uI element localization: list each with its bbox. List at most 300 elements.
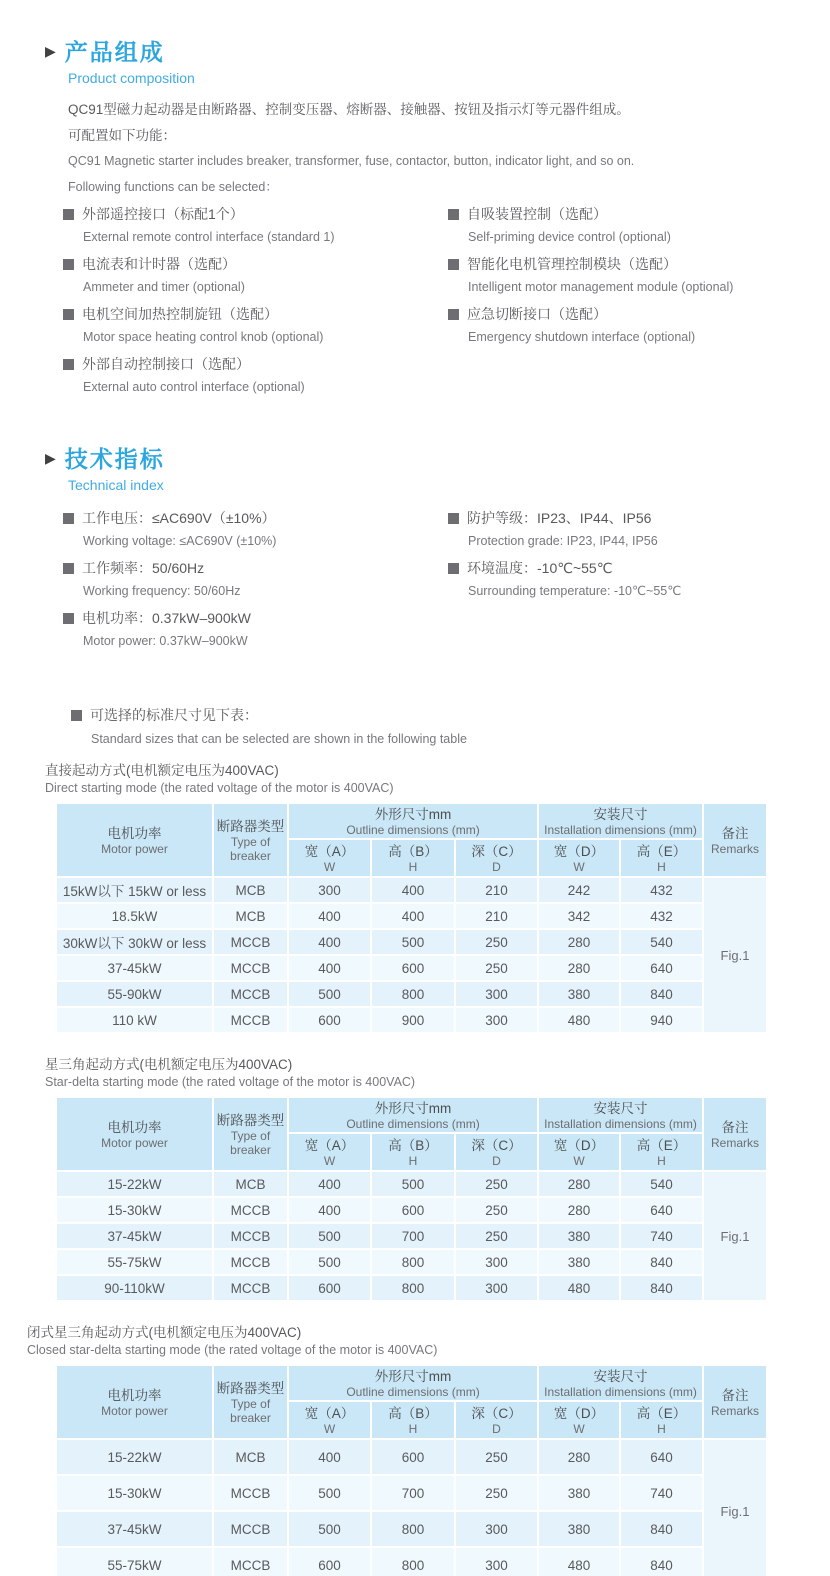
header-text-zh: 宽（D） [553,1137,605,1153]
table-cell: 380 [538,1249,620,1275]
feature-item [63,509,448,549]
header-text-en: Motor power [101,841,168,856]
feature-label-zh: 电机功率：0.37kW–900kW [82,610,251,626]
feature-label-en: Motor space heating control knob (optional) [83,330,324,344]
table-cell: 37-45kW [56,1223,213,1249]
table-title-en: Closed star-delta starting mode (the rated voltage of the motor is 400VAC) [27,1343,438,1357]
feature-item [63,305,448,345]
header-text-zh: 宽（A） [304,1137,355,1153]
col-subheader-dimension [371,1401,455,1439]
col-subheader-dimension [620,839,703,877]
table-row [56,929,767,955]
table-cell: 900 [371,1007,455,1033]
table-cell: MCCB [213,1007,288,1033]
table-cell: 15-30kW [56,1197,213,1223]
remark-cell: Fig.1 [703,1171,767,1301]
table-cell: 640 [620,1439,703,1475]
table-cell: 940 [620,1007,703,1033]
table-cell: MCCB [213,1547,288,1576]
bullet-square-icon [448,209,459,220]
table-cell: 500 [288,1511,371,1547]
header-text-zh: 备注 [721,1387,749,1403]
table-cell: 55-75kW [56,1249,213,1275]
section-title-en: Product composition [68,70,195,86]
table-block-closed-star-delta [27,1324,800,1576]
table-cell: 280 [538,1197,620,1223]
table-cell: 37-45kW [56,1511,213,1547]
table-title-zh: 直接起动方式(电机额定电压为400VAC) [45,763,279,778]
section-heading [45,441,800,474]
feature-label-zh: 电流表和计时器（选配） [82,256,236,272]
col-subheader-dimension [455,1401,538,1439]
table-cell: 250 [455,929,538,955]
note-text-zh: 可选择的标准尺寸见下表： [90,707,258,723]
feature-line-zh [63,305,448,323]
table-row [56,1475,767,1511]
table-cell: 300 [455,1249,538,1275]
table-row [56,903,767,929]
table-cell: 55-75kW [56,1547,213,1576]
col-group-outline-dimensions [288,1097,538,1133]
col-header-breaker-type [213,803,288,877]
header-text-zh: 断路器类型 [216,818,285,834]
feature-label-zh: 外部自动控制接口（选配） [82,356,250,372]
table-cell: MCCB [213,1511,288,1547]
feature-label-en: Emergency shutdown interface (optional) [468,330,696,344]
feature-label-zh: 自吸装置控制（选配） [467,206,607,222]
table-cell: 740 [620,1475,703,1511]
table-cell: 210 [455,903,538,929]
col-subheader-dimension [288,1401,371,1439]
intro-line-zh: 可配置如下功能： [68,128,176,143]
table-cell: 480 [538,1275,620,1301]
header-text-en: Installation dimensions (mm) [544,1116,697,1131]
table-title-en: Star-delta starting mode (the rated voltage of the motor is 400VAC) [45,1075,416,1089]
table-cell: 280 [538,929,620,955]
feature-item [63,205,448,245]
table-cell: 480 [538,1007,620,1033]
col-group-outline-dimensions [288,803,538,839]
table-cell: 400 [371,877,455,903]
feature-item [448,559,800,599]
table-cell: MCCB [213,1249,288,1275]
col-subheader-dimension [371,839,455,877]
header-text-en: Outline dimensions (mm) [346,1384,480,1399]
table-row [56,1007,767,1033]
table-cell: 280 [538,1439,620,1475]
section-heading [45,34,800,67]
table-cell: 700 [371,1475,455,1511]
bullet-square-icon [448,563,459,574]
table-cell: MCB [213,903,288,929]
table-cell: 55-90kW [56,981,213,1007]
feature-item [63,609,448,649]
header-text-zh: 高（E） [636,1405,687,1421]
table-row [56,981,767,1007]
feature-item [63,355,448,395]
table-cell: 480 [538,1547,620,1576]
header-text-en: Remarks [710,1135,759,1150]
table-cell: 342 [538,903,620,929]
feature-item [63,559,448,599]
feature-label-en: Intelligent motor management module (optional) [468,280,734,294]
header-text-en: W [323,859,336,874]
table-cell: 600 [288,1547,371,1576]
table-cell: 800 [371,1249,455,1275]
feature-item [63,255,448,295]
table-host [55,1364,800,1576]
table-cell: 242 [538,877,620,903]
table-cell: 15-30kW [56,1475,213,1511]
table-cell: 210 [455,877,538,903]
table-row [56,877,767,903]
table-cell: 18.5kW [56,903,213,929]
header-text-zh: 安装尺寸 [593,1100,648,1116]
header-text-en: W [573,1153,585,1168]
table-cell: 840 [620,1275,703,1301]
col-subheader-dimension [288,839,371,877]
table-cell: 840 [620,1511,703,1547]
table-row [56,1511,767,1547]
feature-label-zh: 工作频率：50/60Hz [82,560,205,576]
feature-line-zh [63,255,448,273]
feature-label-en: Protection grade: IP23, IP44, IP56 [468,534,658,548]
dimensions-table [55,1096,768,1302]
table-cell: 400 [288,1171,371,1197]
features-columns [63,205,800,405]
table-cell: MCCB [213,1197,288,1223]
table-cell: 300 [455,1275,538,1301]
header-text-en: H [657,1153,666,1168]
table-cell: 250 [455,1223,538,1249]
table-cell: 600 [371,955,455,981]
table-cell: 15kW以下 15kW or less [56,877,213,903]
feature-line-zh [448,305,800,323]
header-text-en: Remarks [710,1403,759,1418]
bullet-square-icon [448,513,459,524]
note-line-zh [71,705,800,725]
table-cell: 640 [620,1197,703,1223]
table-cell: 400 [288,929,371,955]
bullet-square-icon [63,563,74,574]
table-cell: MCCB [213,955,288,981]
header-text-zh: 安装尺寸 [593,806,648,822]
bullet-square-icon [63,513,74,524]
col-subheader-dimension [288,1133,371,1171]
feature-item [448,305,800,345]
table-row [56,1275,767,1301]
table-cell: 380 [538,981,620,1007]
table-host [55,802,800,1034]
bullet-square-icon [448,309,459,320]
table-cell: MCB [213,1439,288,1475]
feature-label-zh: 防护等级：IP23、IP44、IP56 [467,510,652,526]
header-text-en: Installation dimensions (mm) [544,1384,697,1399]
table-cell: MCCB [213,1475,288,1511]
col-header-motor-power [56,1365,213,1439]
table-cell: 250 [455,1171,538,1197]
table-cell: 250 [455,1439,538,1475]
specs-columns [63,509,800,659]
header-text-en: Installation dimensions (mm) [544,822,697,837]
bullet-square-icon [63,359,74,370]
feature-label-en: Surrounding temperature: -10℃~55℃ [468,584,682,598]
section-title-zh: 技术指标 [64,446,165,472]
feature-item [448,205,800,245]
header-text-en: H [657,859,666,874]
bullet-square-icon [63,209,74,220]
specs-left-column [63,509,448,659]
table-cell: 90-110kW [56,1275,213,1301]
col-subheader-dimension [538,1401,620,1439]
feature-line-zh [63,205,448,223]
feature-label-zh: 环境温度：-10℃~55℃ [467,560,613,576]
col-subheader-dimension [455,839,538,877]
header-text-zh: 高（B） [388,1137,438,1153]
header-text-zh: 电机功率 [107,1387,162,1403]
header-text-zh: 外形尺寸mm [374,1368,452,1384]
feature-line-zh [63,509,448,527]
col-header-remarks [703,1097,767,1171]
col-group-outline-dimensions [288,1365,538,1401]
table-cell: 600 [288,1275,371,1301]
table-cell: MCCB [213,929,288,955]
table-cell: 500 [371,929,455,955]
col-header-motor-power [56,1097,213,1171]
standard-sizes-note [71,705,800,746]
table-cell: 500 [371,1171,455,1197]
table-cell: 300 [455,981,538,1007]
table-row [56,1197,767,1223]
table-row [56,1223,767,1249]
feature-item [448,255,800,295]
feature-label-en: Motor power: 0.37kW–900kW [83,634,248,648]
header-text-zh: 安装尺寸 [593,1368,648,1384]
header-text-en: D [492,859,501,874]
bullet-square-icon [63,259,74,270]
col-subheader-dimension [538,839,620,877]
header-text-zh: 外形尺寸mm [374,806,452,822]
table-cell: 15-22kW [56,1171,213,1197]
table-cell: 400 [288,1439,371,1475]
remark-cell: Fig.1 [703,877,767,1033]
col-subheader-dimension [455,1133,538,1171]
table-cell: 600 [371,1197,455,1223]
table-cell: 380 [538,1475,620,1511]
table-cell: 37-45kW [56,955,213,981]
header-text-zh: 高（E） [636,1137,687,1153]
header-text-en: W [323,1153,336,1168]
table-cell: MCCB [213,1223,288,1249]
table-cell: 600 [288,1007,371,1033]
header-text-en: D [492,1421,501,1436]
table-cell: 15-22kW [56,1439,213,1475]
header-text-zh: 宽（D） [553,1405,605,1421]
header-text-en: W [323,1421,336,1436]
bullet-square-icon [63,613,74,624]
dimensions-table [55,1364,768,1576]
header-text-en: Type of breaker [230,834,271,863]
table-cell: MCB [213,1171,288,1197]
feature-label-zh: 工作电压：≤AC690V（±10%） [82,510,276,526]
features-right-column [448,205,800,405]
header-text-zh: 备注 [721,825,749,841]
table-row [56,1249,767,1275]
feature-label-zh: 智能化电机管理控制模块（选配） [467,256,677,272]
remark-cell: Fig.1 [703,1439,767,1576]
header-text-zh: 高（B） [388,843,438,859]
feature-line-zh [448,255,800,273]
col-header-breaker-type [213,1365,288,1439]
table-cell: 700 [371,1223,455,1249]
header-text-zh: 宽（D） [553,843,605,859]
header-text-zh: 断路器类型 [216,1112,285,1128]
header-text-zh: 深（C） [471,1405,522,1421]
feature-line-zh [63,355,448,373]
header-text-en: H [408,859,418,874]
feature-label-zh: 应急切断接口（选配） [467,306,607,322]
col-subheader-dimension [620,1401,703,1439]
table-cell: 300 [288,877,371,903]
feature-label-zh: 电机空间加热控制旋钮（选配） [82,306,278,322]
header-text-zh: 备注 [721,1119,749,1135]
table-cell: 640 [620,955,703,981]
header-text-en: Motor power [101,1135,168,1150]
section-technical-index [45,441,800,746]
header-text-en: D [492,1153,501,1168]
header-text-en: Outline dimensions (mm) [346,822,480,837]
table-cell: MCCB [213,1275,288,1301]
table-cell: 500 [288,981,371,1007]
table-cell: 280 [538,955,620,981]
section-arrow-icon: ▶ [45,42,56,59]
header-text-en: Type of breaker [230,1128,271,1157]
table-title-zh: 星三角起动方式(电机额定电压为400VAC) [45,1057,293,1072]
table-cell: 250 [455,1197,538,1223]
table-cell: 500 [288,1223,371,1249]
intro-line-en: QC91 Magnetic starter includes breaker, transformer, fuse, contactor, button, indicator light, and so on. [68,154,635,168]
table-block-direct-starting [45,762,800,1034]
table-cell: 500 [288,1475,371,1511]
header-text-zh: 高（E） [636,843,687,859]
header-text-en: Outline dimensions (mm) [346,1116,480,1131]
intro-paragraphs [68,101,800,196]
table-cell: 800 [371,1511,455,1547]
col-group-installation-dimensions [538,803,703,839]
feature-label-en: Self-priming device control (optional) [468,230,671,244]
section-title-en: Technical index [68,477,164,493]
table-cell: 250 [455,955,538,981]
bullet-square-icon [63,309,74,320]
dimensions-table [55,802,768,1034]
table-cell: 400 [288,903,371,929]
header-text-en: W [573,1421,585,1436]
header-text-en: Type of breaker [230,1396,271,1425]
feature-label-zh: 外部遥控接口（标配1个） [82,206,244,222]
section-product-composition [45,34,800,405]
bullet-square-icon [71,710,82,721]
table-cell: 250 [455,1475,538,1511]
col-subheader-dimension [371,1133,455,1171]
section-title-zh: 产品组成 [64,39,165,65]
table-cell: 800 [371,1547,455,1576]
intro-line-zh: QC91型磁力起动器是由断路器、控制变压器、熔断器、接触器、按钮及指示灯等元器件组成。 [68,102,630,117]
header-text-zh: 宽（A） [304,843,355,859]
table-cell: 540 [620,929,703,955]
feature-item [448,509,800,549]
col-header-motor-power [56,803,213,877]
table-cell: 840 [620,1547,703,1576]
col-header-remarks [703,803,767,877]
section-arrow-icon: ▶ [45,449,56,466]
table-cell: 380 [538,1511,620,1547]
feature-line-zh [63,609,448,627]
table-cell: 280 [538,1171,620,1197]
table-cell: 840 [620,981,703,1007]
header-text-zh: 电机功率 [107,825,162,841]
feature-label-en: Working frequency: 50/60Hz [83,584,241,598]
table-cell: 740 [620,1223,703,1249]
table-row [56,1171,767,1197]
table-cell: 432 [620,877,703,903]
header-text-zh: 宽（A） [304,1405,355,1421]
header-text-zh: 外形尺寸mm [374,1100,452,1116]
header-text-zh: 深（C） [471,1137,522,1153]
intro-line-en: Following functions can be selected： [68,180,278,194]
table-cell: 300 [455,1547,538,1576]
col-group-installation-dimensions [538,1097,703,1133]
header-text-en: W [573,859,585,874]
table-cell: 500 [288,1249,371,1275]
table-cell: 400 [288,1197,371,1223]
header-text-en: Motor power [101,1403,168,1418]
table-cell: 380 [538,1223,620,1249]
table-block-star-delta [45,1056,800,1302]
feature-label-en: Ammeter and timer (optional) [83,280,245,294]
table-row [56,955,767,981]
col-subheader-dimension [538,1133,620,1171]
header-text-zh: 高（B） [388,1405,438,1421]
table-title-zh: 闭式星三角起动方式(电机额定电压为400VAC) [27,1325,302,1340]
table-cell: MCCB [213,981,288,1007]
header-text-en: H [657,1421,666,1436]
table-cell: 840 [620,1249,703,1275]
table-cell: 300 [455,1007,538,1033]
feature-line-zh [448,205,800,223]
feature-line-zh [448,509,800,527]
table-cell: MCB [213,877,288,903]
header-text-en: Remarks [710,841,759,856]
col-header-remarks [703,1365,767,1439]
features-left-column [63,205,448,405]
header-text-en: H [408,1153,418,1168]
table-cell: 30kW以下 30kW or less [56,929,213,955]
table-row [56,1547,767,1576]
feature-label-en: Working voltage: ≤AC690V (±10%) [83,534,277,548]
header-text-zh: 电机功率 [107,1119,162,1135]
specs-right-column [448,509,800,659]
table-cell: 432 [620,903,703,929]
table-cell: 540 [620,1171,703,1197]
col-group-installation-dimensions [538,1365,703,1401]
note-text-en: Standard sizes that can be selected are shown in the following table [91,732,467,746]
table-cell: 800 [371,1275,455,1301]
table-cell: 300 [455,1511,538,1547]
table-host [55,1096,800,1302]
table-cell: 400 [288,955,371,981]
table-cell: 110 kW [56,1007,213,1033]
col-subheader-dimension [620,1133,703,1171]
